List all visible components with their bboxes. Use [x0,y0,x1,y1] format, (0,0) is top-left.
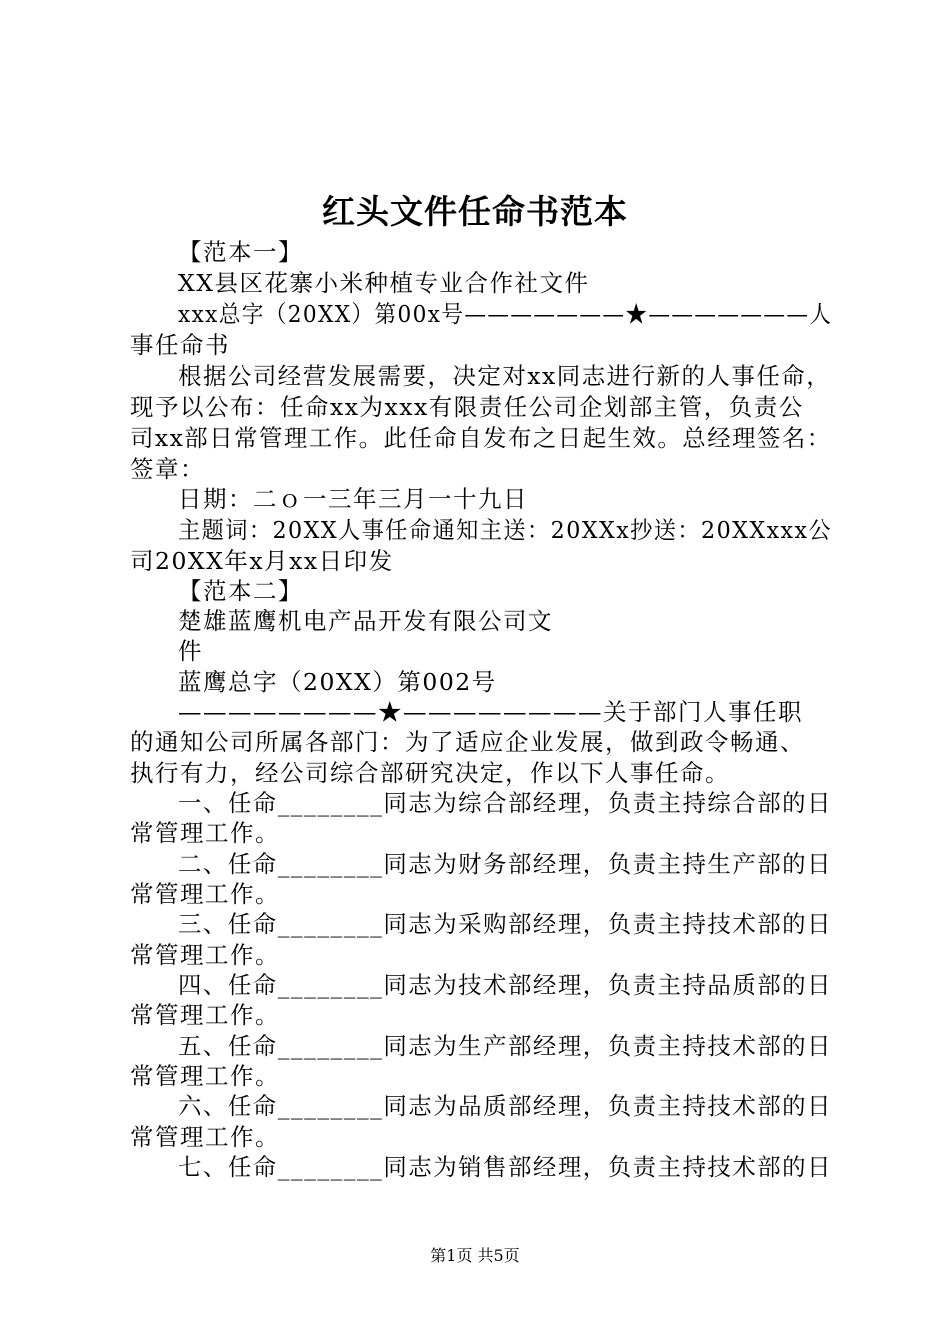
text-line: 的通知公司所属各部门：为了适应企业发展，做到政令畅通、 [130,728,805,756]
text-line: 【范本二】 [178,577,303,605]
document-title: 红头文件任命书范本 [322,192,628,231]
page-footer: 第1页 共5页 [430,1246,520,1265]
text-line: 蓝鹰总字（20XX）第002号 [178,668,497,696]
text-line: 司xx部日常管理工作。此任命自发布之日起生效。总经理签名： [130,424,832,452]
text-line: 楚雄蓝鹰机电产品开发有限公司文 [178,607,553,635]
text-line: 签章： [130,455,205,483]
text-line: 四、任命________同志为技术部经理，负责主持品质部的日 [178,971,833,999]
text-line: 七、任命________同志为销售部经理，负责主持技术部的日 [178,1153,833,1181]
text-line: 常管理工作。 [130,941,280,969]
text-line: 【范本一】 [178,238,303,266]
text-line: 件 [178,637,203,665]
text-line: 一、任命________同志为综合部经理，负责主持综合部的日 [178,789,833,817]
text-line: 根据公司经营发展需要，决定对xx同志进行新的人事任命， [178,362,832,390]
text-line: 五、任命________同志为生产部经理，负责主持技术部的日 [178,1032,833,1060]
text-line: 事任命书 [130,331,230,359]
text-line: 三、任命________同志为采购部经理，负责主持技术部的日 [178,910,833,938]
text-line: 六、任命________同志为品质部经理，负责主持技术部的日 [178,1092,833,1120]
text-line: 日期：二ｏ一三年三月一十九日 [178,485,528,513]
text-line: XX县区花寨小米种植专业合作社文件 [178,269,590,297]
text-line: 常管理工作。 [130,1062,280,1090]
text-line: 常管理工作。 [130,1123,280,1151]
text-line: 常管理工作。 [130,819,280,847]
text-line: ————————★————————关于部门人事任职 [178,698,803,726]
text-line: 主题词：20XX人事任命通知主送：20XXx抄送：20XXxxx公 [178,516,833,544]
text-line: 现予以公布：任命xx为xxx有限责任公司企划部主管，负责公 [130,393,804,421]
text-line: 执行有力，经公司综合部研究决定，作以下人事任命。 [130,759,730,787]
text-line: xxx总字（20XX）第00x号———————★———————人 [178,300,833,328]
text-line: 二、任命________同志为财务部经理，负责主持生产部的日 [178,850,833,878]
text-line: 常管理工作。 [130,880,280,908]
text-line: 常管理工作。 [130,1001,280,1029]
text-line: 司20XX年x月xx日印发 [130,547,394,575]
